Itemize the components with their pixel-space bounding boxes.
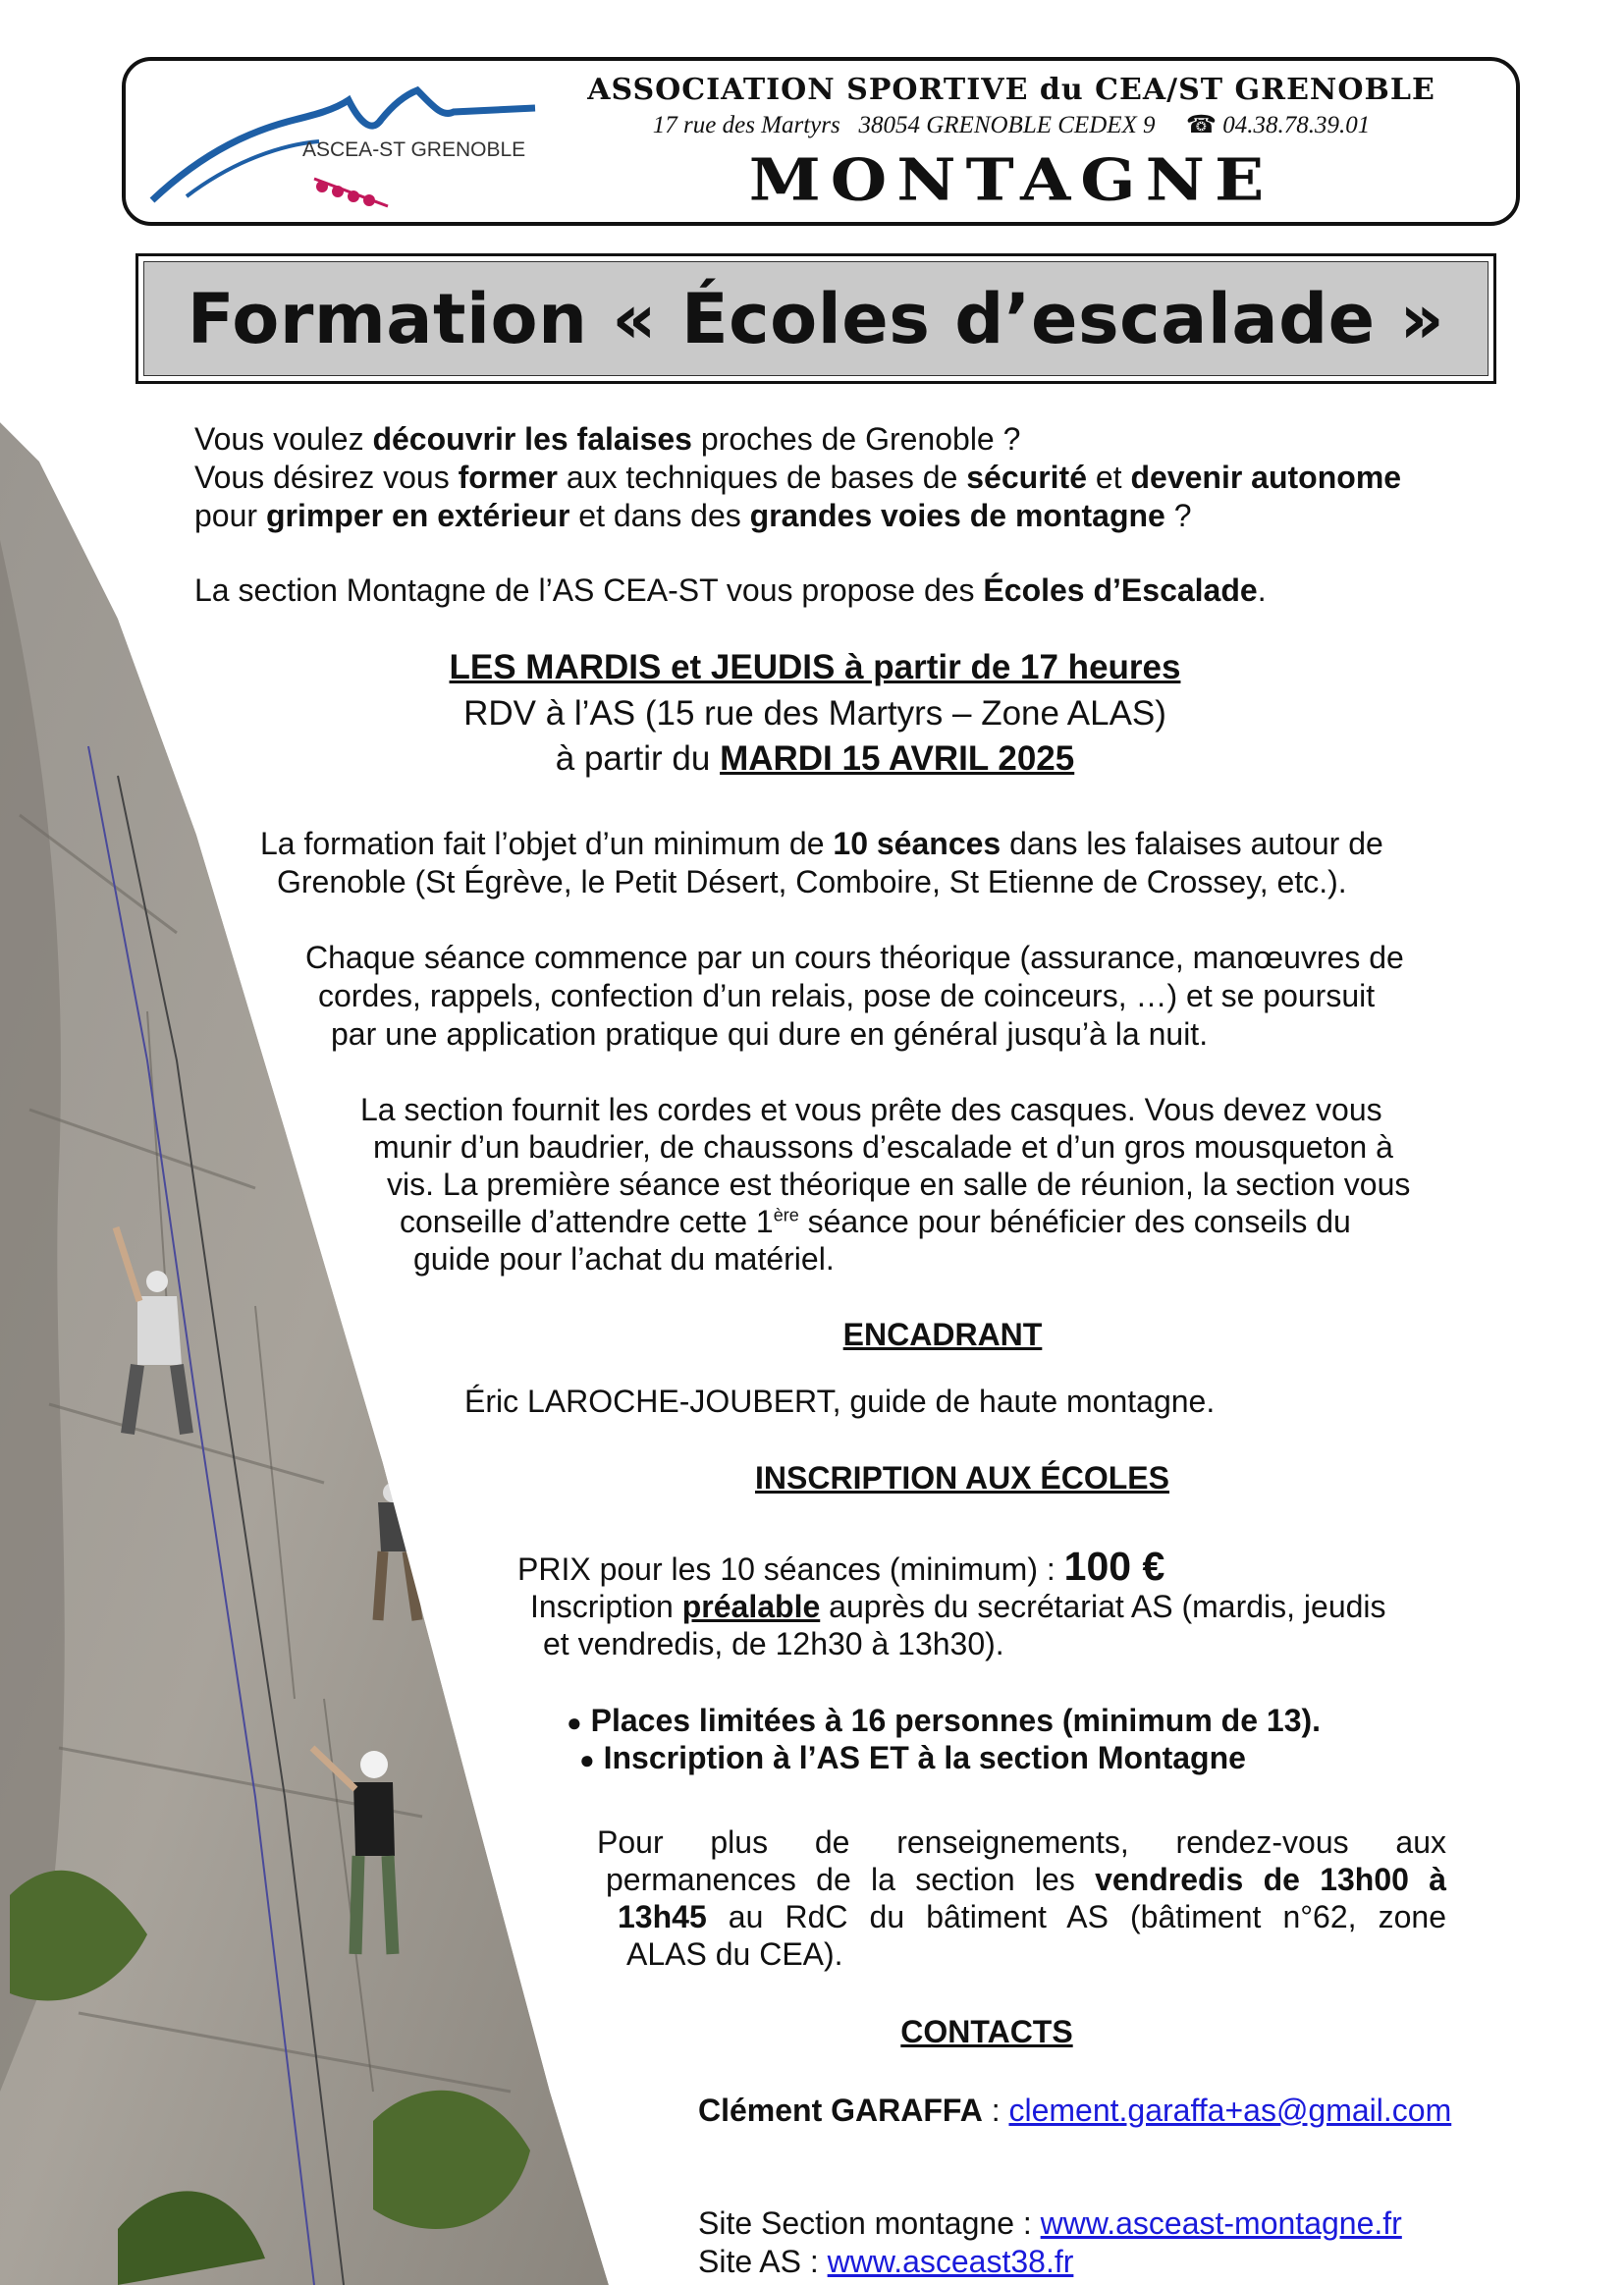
title-box bbox=[135, 253, 1496, 384]
bullet-icon: ● bbox=[567, 1708, 582, 1737]
text-run: La section Montagne de l’AS CEA-ST vous propose des bbox=[194, 572, 984, 608]
text-run-bold: Écoles d’Escalade bbox=[983, 572, 1258, 608]
contact-line bbox=[698, 2092, 1601, 2130]
text-run-bold: grimper en extérieur bbox=[265, 498, 570, 533]
inscription-heading: INSCRIPTION AUX ÉCOLES bbox=[755, 1460, 1169, 1496]
contact-email-link[interactable]: clement.garaffa+as@gmail.com bbox=[1008, 2093, 1452, 2128]
separator: : bbox=[982, 2093, 1009, 2128]
text-run-bold: vendredis de 13h00 à bbox=[1095, 1862, 1447, 1897]
text-run: La formation fait l’objet d’un minimum de bbox=[260, 826, 834, 861]
association-address bbox=[550, 110, 1473, 139]
text-run: au RdC du bâtiment AS (bâtiment n°62, zone bbox=[706, 1899, 1446, 1934]
site-label: Site AS : bbox=[698, 2244, 828, 2279]
text-run-bold: préalable bbox=[681, 1589, 821, 1624]
text-run: aux techniques de bases de bbox=[557, 460, 967, 495]
bullet-text: Places limitées à 16 personnes (minimum de 13). bbox=[590, 1703, 1322, 1738]
telephone-icon: ☎ bbox=[1185, 112, 1217, 138]
text-run: dans les falaises autour de bbox=[1001, 826, 1383, 861]
bullet-icon: ● bbox=[579, 1745, 595, 1774]
text-run: conseille d’attendre cette 1 bbox=[400, 1204, 774, 1239]
text-run: séance pour bénéficier des conseils du bbox=[798, 1204, 1351, 1239]
inscription-line-3: et vendredis, de 12h30 à 13h30). bbox=[543, 1626, 1004, 1661]
schedule-start bbox=[373, 738, 1257, 780]
text-run-bold: découvrir les falaises bbox=[372, 421, 692, 457]
intro-line-1 bbox=[194, 420, 1471, 459]
para2-line-3: par une application pratique qui dure en général jusqu’à la nuit. bbox=[331, 1016, 1209, 1052]
section-name: MONTAGNE bbox=[748, 144, 1274, 215]
para3-line-5: guide pour l’achat du matériel. bbox=[413, 1241, 835, 1277]
site-line-2 bbox=[698, 2243, 1601, 2281]
price-label: PRIX pour les 10 séances (minimum) : bbox=[517, 1551, 1064, 1587]
text-run: et dans des bbox=[569, 498, 750, 533]
page-title: Formation « Écoles d’escalade » bbox=[187, 278, 1445, 359]
para3-line-3: vis. La première séance est théorique en salle de réunion, la section vous bbox=[387, 1167, 1411, 1202]
address-text: 17 rue des Martyrs 38054 GRENOBLE CEDEX 9 bbox=[652, 112, 1156, 138]
info-line-1: Pour plus de renseignements, rendez-vous aux bbox=[597, 1824, 1446, 1860]
site-label: Site Section montagne : bbox=[698, 2205, 1041, 2241]
para1-line-1 bbox=[260, 825, 1483, 863]
text-run-bold: devenir autonome bbox=[1130, 460, 1402, 495]
superscript: ère bbox=[773, 1205, 799, 1225]
bullet-item bbox=[579, 1739, 1522, 1779]
bullet-item bbox=[567, 1702, 1509, 1742]
price-value: 100 € bbox=[1063, 1544, 1165, 1589]
phone-number: 04.38.78.39.01 bbox=[1222, 112, 1371, 138]
text-run: et bbox=[1086, 460, 1131, 495]
text-run: à partir du bbox=[555, 739, 721, 778]
inscription-line-2 bbox=[530, 1588, 1512, 1626]
intro-line-2 bbox=[194, 459, 1510, 497]
text-run: permanences de la section les bbox=[606, 1862, 1096, 1897]
info-line-3 bbox=[618, 1898, 1446, 1936]
para3-line-4 bbox=[400, 1203, 1446, 1241]
site-montagne-link[interactable]: www.asceast-montagne.fr bbox=[1040, 2205, 1402, 2241]
info-line-2 bbox=[606, 1861, 1446, 1899]
encadrant-heading: ENCADRANT bbox=[842, 1317, 1043, 1352]
intro-line-4 bbox=[194, 571, 1471, 610]
ascea-logo bbox=[147, 81, 540, 208]
text-run-bold: 10 séances bbox=[833, 826, 1001, 861]
site-as-link[interactable]: www.asceast38.fr bbox=[827, 2244, 1074, 2279]
bullet-text: Inscription à l’AS ET à la section Montagne bbox=[603, 1740, 1246, 1775]
para3-line-2: munir d’un baudrier, de chaussons d’escalade et d’un gros mousqueton à bbox=[373, 1129, 1393, 1165]
site-line-1 bbox=[698, 2204, 1601, 2243]
schedule-rdv: RDV à l’AS (15 rue des Martyrs – Zone ALAS) bbox=[463, 694, 1166, 733]
text-run-bold: former bbox=[458, 460, 558, 495]
text-run: . bbox=[1257, 572, 1267, 608]
para2-line-2: cordes, rappels, confection d’un relais, pose de coinceurs, …) et se poursuit bbox=[318, 978, 1376, 1013]
text-run: Vous désirez vous bbox=[194, 460, 459, 495]
intro-line-3 bbox=[194, 497, 1471, 535]
text-run: Inscription bbox=[530, 1589, 682, 1624]
schedule-days: LES MARDIS et JEUDIS à partir de 17 heures bbox=[449, 648, 1181, 686]
text-run-bold: grandes voies de montagne bbox=[749, 498, 1165, 533]
logo-text: ASCEA-ST GRENOBLE bbox=[302, 138, 526, 161]
text-run: Vous voulez bbox=[194, 421, 373, 457]
para3-line-1: La section fournit les cordes et vous prête des casques. Vous devez vous bbox=[360, 1092, 1382, 1127]
start-date: MARDI 15 AVRIL 2025 bbox=[720, 739, 1075, 778]
text-run: ? bbox=[1164, 498, 1192, 533]
text-run-bold: 13h45 bbox=[618, 1899, 707, 1934]
text-run-bold: sécurité bbox=[966, 460, 1087, 495]
para1-line-2: Grenoble (St Égrève, le Petit Désert, Comboire, St Etienne de Crossey, etc.). bbox=[277, 864, 1347, 899]
contact-name: Clément GARAFFA bbox=[698, 2093, 983, 2128]
para2-line-1: Chaque séance commence par un cours théorique (assurance, manœuvres de bbox=[305, 940, 1404, 975]
encadrant-text: Éric LAROCHE-JOUBERT, guide de haute montagne. bbox=[464, 1384, 1216, 1419]
text-run: auprès du secrétariat AS (mardis, jeudis bbox=[820, 1589, 1386, 1624]
title-panel bbox=[143, 261, 1489, 376]
text-run: pour bbox=[194, 498, 266, 533]
text-run: proches de Grenoble ? bbox=[691, 421, 1021, 457]
association-name: ASSOCIATION SPORTIVE du CEA/ST GRENOBLE bbox=[587, 73, 1435, 107]
contacts-heading: CONTACTS bbox=[900, 2014, 1073, 2049]
price-line bbox=[517, 1544, 1499, 1589]
info-line-4: ALAS du CEA). bbox=[626, 1936, 843, 1972]
